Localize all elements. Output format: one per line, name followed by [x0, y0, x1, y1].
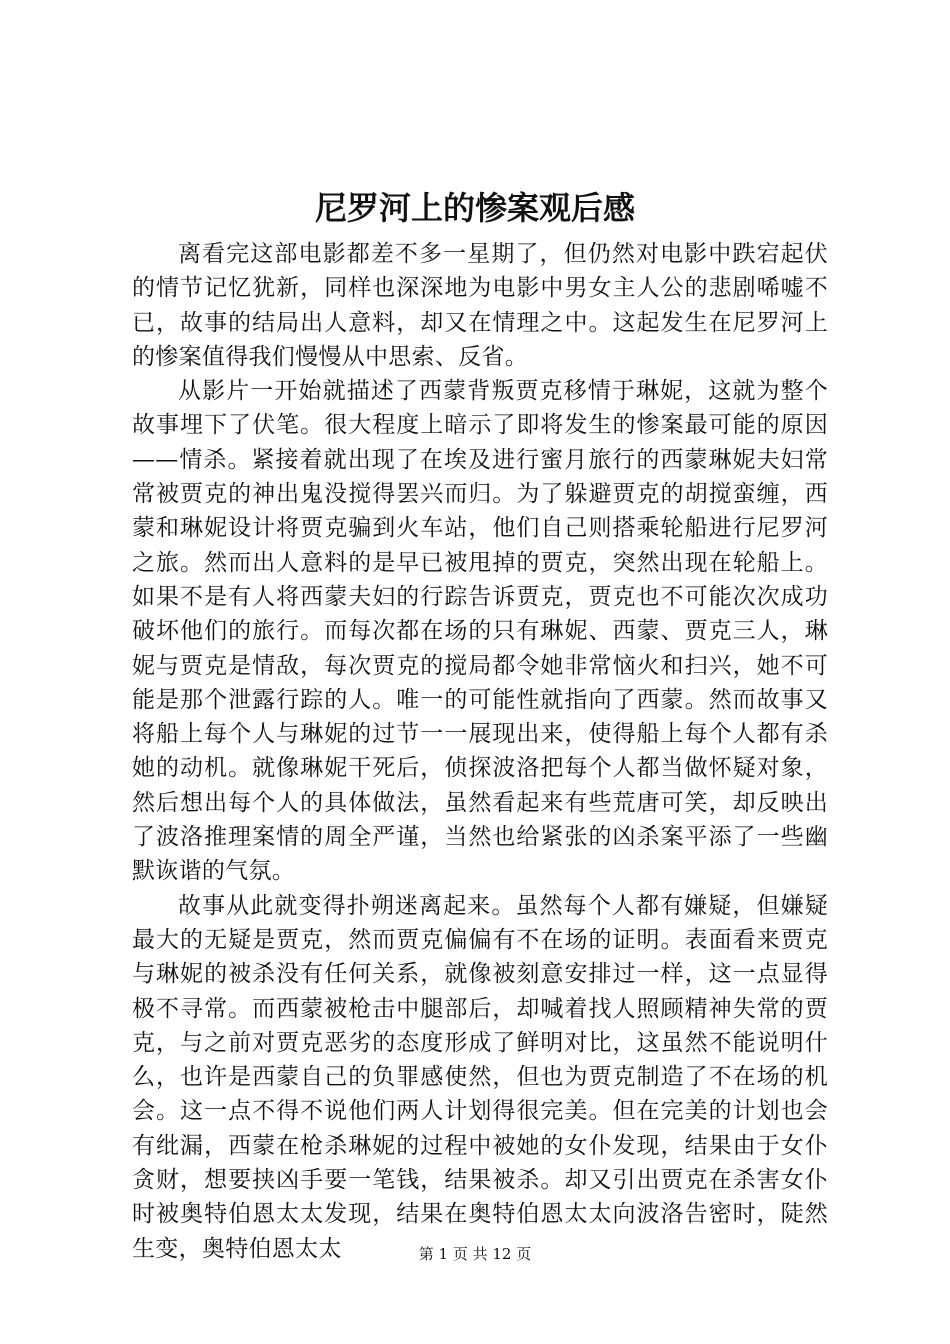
paragraph-1: 离看完这部电影都差不多一星期了，但仍然对电影中跌宕起伏的情节记忆犹新，同样也深深地为电影中男女主人公的悲剧唏嘘不已，故事的结局出人意料，却又在情理之中。这起发生在尼罗河上的惨案值得我们慢慢从中思索、反省。 — [132, 241, 828, 370]
paragraph-2: 从影片一开始就描述了西蒙背叛贾克移情于琳妮，这就为整个故事埋下了伏笔。很大程度上暗示了即将发生的惨案最可能的原因——情杀。紧接着就出现了在埃及进行蜜月旅行的西蒙琳妮夫妇常常被贾克的神出鬼没搅得罢兴而归。为了躲避贾克的胡搅蛮缠，西蒙和琳妮设计将贾克骗到火车站，他们自己则搭乘轮船进行尼罗河之旅。然而出人意料的是早已被甩掉的贾克，突然出现在轮船上。如果不是有人将西蒙夫妇的行踪告诉贾克，贾克也不可能次次成功破坏他们的旅行。而每次都在场的只有琳妮、西蒙、贾克三人，琳妮与贾克是情敌，每次贾克的搅局都令她非常恼火和扫兴，她不可能是那个泄露行踪的人。唯一的可能性就指向了西蒙。然而故事又将船上每个人与琳妮的过节一一展现出来，使得船上每个人都有杀她的动机。就像琳妮干死后，侦探波洛把每个人都当做怀疑对象，然后想出每个人的具体做法，虽然看起来有些荒唐可笑，却反映出了波洛推理案情的周全严谨，当然也给紧张的凶杀案平添了一些幽默诙谐的气氛。 — [132, 378, 828, 885]
paragraph-3: 故事从此就变得扑朔迷离起来。虽然每个人都有嫌疑，但嫌疑最大的无疑是贾克，然而贾克偏偏有不在场的证明。表面看来贾克与琳妮的被杀没有任何关系，就像被刻意安排过一样，这一点显得极不寻常。而西蒙被枪击中腿部后，却喊着找人照顾精神失常的贾克，与之前对贾克恶劣的态度形成了鲜明对比，这虽然不能说明什么，也许是西蒙自己的负罪感使然，但也为贾克制造了不在场的机会。这一点不得不说他们两人计划得很完美。但在完美的计划也会有纰漏，西蒙在枪杀琳妮的过程中被她的女仆发现，结果由于女仆贪财，想要挟凶手要一笔钱，结果被杀。却又引出贾克在杀害女仆时被奥特伯恩太太发现，结果在奥特伯恩太太向波洛告密时，陡然生变，奥特伯恩太太 — [132, 892, 828, 1262]
document-body — [132, 237, 828, 1266]
document-title: 尼罗河上的惨案观后感 — [314, 189, 635, 227]
page-footer: 第 1 页 共 12 页 — [418, 1245, 532, 1263]
